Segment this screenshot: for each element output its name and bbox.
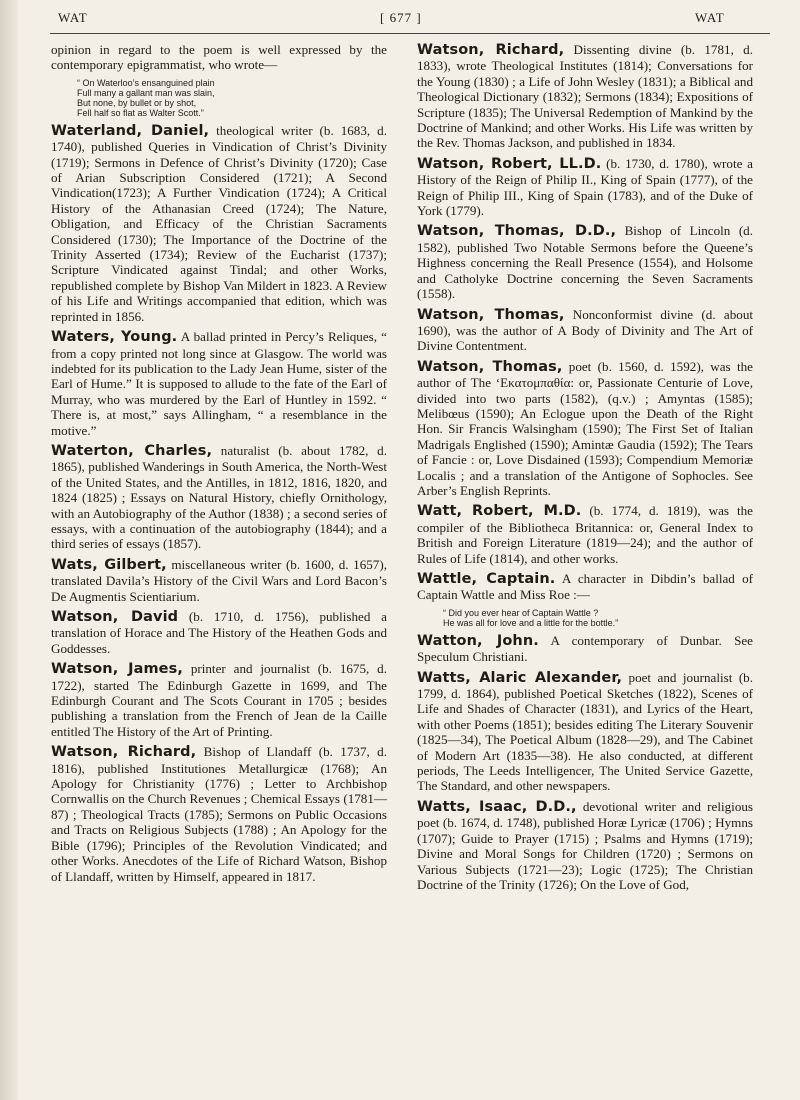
entry — [417, 307, 753, 354]
headword: Watson, James, — [51, 661, 183, 678]
entry — [51, 443, 387, 552]
headword: Watson, Robert, LL.D. — [417, 155, 602, 172]
verse-line: He was all for love and a little for the bottle.” — [443, 617, 619, 628]
entry-text: A contemporary of Dunbar. See Speculum Christiani. — [417, 632, 753, 665]
left-column — [51, 42, 387, 889]
running-head-right: WAT — [695, 10, 725, 25]
headword: Waters, Young. — [51, 329, 178, 346]
entry — [51, 609, 387, 656]
headword: Watson, David — [51, 609, 179, 625]
entry-text: (b. 1730, d. 1780), wrote a History of the Reign of Philip II., King of Spain (1777), of the Reign of Philip III., King of Spain (1783), and of the Duke of York (1779). — [417, 155, 753, 219]
headword: Wats, Gilbert, — [51, 556, 167, 573]
headword: Watton, John. — [417, 632, 539, 649]
verse-line: But none, by bullet or by shot, — [77, 97, 197, 108]
headword: Waterland, Daniel, — [51, 122, 210, 139]
verse-line: “ Did you ever hear of Captain Wattle ? — [443, 607, 599, 618]
headword: Wattle, Captain. — [417, 571, 556, 587]
continuation-text: opinion in regard to the poem is well expressed by the contemporary epigrammatist, who wrote— — [51, 42, 387, 73]
entry — [51, 329, 387, 438]
entry-text: Bishop of Lincoln (d. 1582), published Two Notable Sermons before the Queene’s Highness concerning the Reall Presence (1554), and Holsome and Catholyke Doctrine concerning the Seven Sacraments (1558). — [417, 223, 753, 302]
entry — [417, 571, 753, 603]
headword: Watt, Robert, M.D. — [417, 503, 582, 520]
entry-text: Dissenting divine (b. 1781, d. 1833), wrote Theological Institutes (1814); Conversations for the Young (1830) ; a Life of John Wesley (1831); a Biblical and Theological Dictionary (1832); Sermons (1834); Expositions of Scripture (1835); The Universal Redemption of Mankind by the Doctrine of Mankind; and other Works. His Life was written by the Rev. Thomas Jackson, and published in 1834. — [417, 42, 753, 151]
entry — [417, 359, 753, 499]
entry — [417, 156, 753, 219]
entry-text: (b. 1774, d. 1819), was the compiler of the Bibliotheca Britannica: or, General Index to British and Foreign Literature (1819—24); and the author of Rules of Life (1814), and other works. — [417, 503, 753, 566]
running-head-left: WAT — [58, 10, 88, 25]
entry-text: theological writer (b. 1683, d. 1740), published Queries in Vindication of Christ’s Divinity (1719); Sermons in Defence of Christ’s Divinity (1720); Case of Arian Subscription Considered (1721); A Second Vindication(1723); A Further Vindication (1724); A Critical History of the Athanasian Creed (1724); The Nature, Obligation, and Efficacy of the Christian Sacraments Considered (1730); The Importance of the Doctrine of the Trinity Asserted (1734); Review of the Eucharist (1737); Scripture Vindicated against Tindal; and other Works, republished complete by Bishop Van Mildert in 1823. A Review of his Life and Writings accompanied that edition, which was reprinted in 1856. — [51, 122, 387, 324]
entry — [417, 633, 753, 665]
page-gutter-edge — [0, 0, 18, 1100]
page-number: [ 677 ] — [380, 10, 422, 25]
headword: Watson, Thomas, — [417, 306, 565, 323]
entry-text: poet (b. 1560, d. 1592), was the author of The ‘Εκατομπαθία: or, Passionate Centurie of Love, divided into two parts (1582), (q.v.) ; Amyntas (1585); Melibœus (1590); An Eclogue upon the Death of the Right Hon. Sir Francis Walsingham (1590); The First Set of Italian Madrigals Englished (1590); Amintæ Gaudia (1592); The Tears of Fancie : or, Love Disdained (1593); Compendium Memoriæ Localis ; and a translation of the Antigone of Sophocles. See Arber’s English Reprints. — [417, 358, 753, 498]
entry — [51, 744, 387, 884]
running-head — [0, 10, 800, 30]
headword: Watson, Thomas, D.D., — [417, 223, 617, 240]
entry-text: printer and journalist (b. 1675, d. 1722), started The Edinburgh Gazette in 1699, and The Edinburgh Courant and The Scots Courant in 1705 ; besides publishing a translation from the French of Jean de la Caille entitled The History of the Art of Printing. — [51, 661, 388, 739]
entry — [51, 123, 387, 324]
verse-line: Fell half so flat as Walter Scott.” — [77, 107, 204, 118]
verse-line: “ On Waterloo’s ensanguined plain — [77, 77, 215, 88]
entry-text: poet and journalist (b. 1799, d. 1864), published Poetical Sketches (1822), Scenes of Life and Shades of Character (1831), and Lyrics of the Heart, with other Poems (1851); besides editing The Literary Souvenir (1825—34), The Poetical Album (1828—29), and The Cabinet of Modern Art (1835—38). He also conducted, at different periods, The Leeds Intelligencer, The United Service Gazette, The Standard, and other newspapers. — [417, 669, 753, 794]
entry-text: A ballad printed in Percy’s Reliques, “ from a copy printed not long since at Glasgow. The world was indebted for its publication to the Lady Jean Hume, sister of the Earl of Hume.” It is supposed to allude to the fate of the Earl of Murray, who was murdered by the Earl of Huntley in 1592. “ There is, at most,” says Allingham, “ a resemblance in the motive.” — [51, 329, 387, 438]
headword: Watson, Richard, — [51, 744, 197, 761]
entry — [417, 42, 753, 151]
epigram-verse — [77, 78, 387, 118]
headword: Waterton, Charles, — [51, 442, 213, 459]
headword: Watson, Thomas, — [417, 358, 563, 375]
header-rule — [50, 33, 770, 34]
headword: Watts, Alaric Alexander, — [417, 669, 623, 686]
entry — [417, 223, 753, 301]
verse-line: Full many a gallant man was slain, — [77, 87, 215, 98]
entry — [51, 557, 387, 604]
entry — [417, 670, 753, 794]
entry-text: (b. 1710, d. 1756), published a translation of Horace and The History of the Heathen Gods and Goddesses. — [51, 609, 387, 656]
entry-text: miscellaneous writer (b. 1600, d. 1657), translated Davila’s History of the Civil Wars and Lord Bacon’s De Augmentis Scientiarium. — [51, 556, 387, 604]
entry-text: Nonconformist divine (d. about 1690), was the author of A Body of Divinity and The Art of Divine Contentment. — [417, 306, 754, 354]
entry-text: A character in Dibdin’s ballad of Captain Wattle and Miss Roe :— — [417, 571, 753, 603]
entry-text: Bishop of Llandaff (b. 1737, d. 1816), published Institutiones Metallurgicæ (1768); An Apology for Christianity (1776) ; Letter to Archbishop Cornwallis on the Church Revenues ; Chemical Essays (1781—87) ; Theological Tracts (1785); Sermons on Public Occasions and Tracts on Religious Subjects (1788) ; An Apology for the Bible (1796); Principles of the Revolution Vindicated; and other Works. Anecdotes of the Life of Richard Watson, Bishop of Llandaff, written by Himself, appeared in 1817. — [51, 744, 387, 884]
entry — [51, 661, 387, 739]
entry-text: devotional writer and religious poet (b. 1674, d. 1748), published Horæ Lyricæ (1706) ; Hymns (1707); Guide to Prayer (1715) ; Psalms and Hymns (1719); Divine and Moral Songs for Children (1720) ; Sermons on Various Subjects (1721—23); Logic (1725); The Christian Doctrine of the Trinity (1726); On the Love of God, — [417, 798, 754, 892]
right-column — [417, 42, 753, 897]
entry-text: naturalist (b. about 1782, d. 1865), published Wanderings in South America, the North-West of the United States, and the Antilles, in 1812, 1816, 1820, and 1824 (1825) ; Essays on Natural History, chiefly Ornithology, with an Autobiography of the Author (1838) ; a second series of essays, with a continuation of the autobiography (1844); and a third series of essays (1857). — [51, 442, 387, 552]
headword: Watson, Richard, — [417, 42, 565, 58]
headword: Watts, Isaac, D.D., — [417, 798, 577, 815]
wattle-verse — [443, 608, 753, 628]
entry — [417, 503, 753, 566]
entry — [417, 799, 753, 892]
